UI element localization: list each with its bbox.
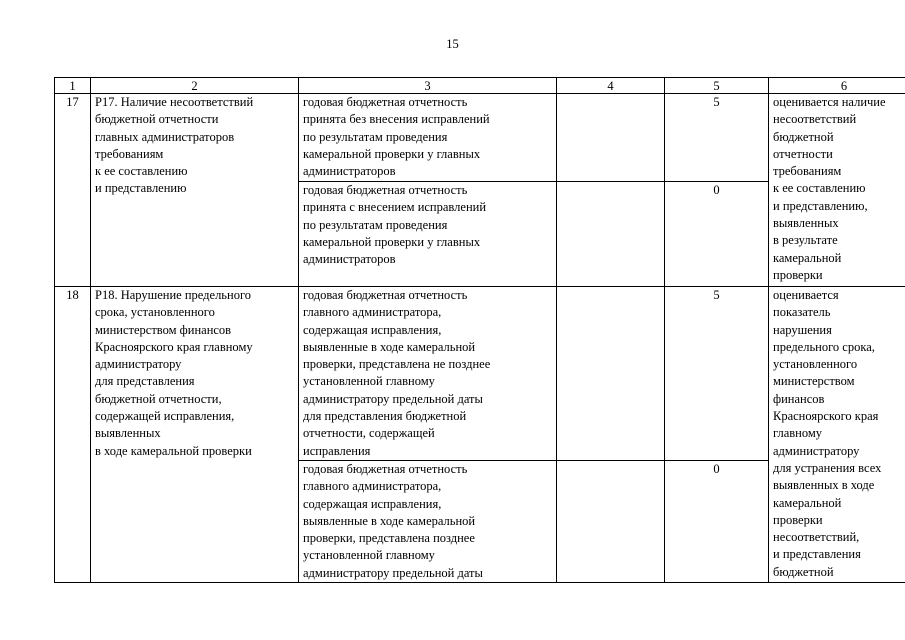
column-header: 1 [55, 78, 91, 94]
criterion-cell: годовая бюджетная отчетность принята с внесением исправлений по результатам проведения камеральной проверки у главных администраторов [299, 182, 557, 287]
empty-cell [557, 461, 665, 583]
score-cell: 5 [665, 94, 769, 182]
comment-cell: оценивается показатель нарушения предельного срока, установленного министерством финансов Красноярского края главному администратору для устранения всех выявленных в ходе камеральной проверки несоответствий, и представления бюджетной [769, 287, 905, 583]
empty-cell [557, 182, 665, 287]
column-header: 5 [665, 78, 769, 94]
page-number: 15 [446, 37, 459, 51]
criteria-table [54, 77, 905, 583]
score-cell: 0 [665, 461, 769, 583]
empty-cell [557, 94, 665, 182]
column-header: 4 [557, 78, 665, 94]
table-row [55, 94, 905, 182]
indicator-cell: Р17. Наличие несоответствий бюджетной отчетности главных администраторов требованиям к ее составлению и представлению [91, 94, 299, 287]
score-cell: 5 [665, 287, 769, 461]
indicator-cell: Р18. Нарушение предельного срока, установленного министерством финансов Красноярского края главному администратору для представления бюджетной отчетности, содержащей исправления, выявленных в ходе камеральной проверки [91, 287, 299, 583]
column-header: 3 [299, 78, 557, 94]
column-number-row [55, 78, 905, 94]
row-number: 18 [55, 287, 91, 583]
comment-cell: оценивается наличие несоответствий бюджетной отчетности требованиям к ее составлению и представлению, выявленных в результате камеральной проверки [769, 94, 905, 287]
criterion-cell: годовая бюджетная отчетность принята без внесения исправлений по результатам проведения камеральной проверки у главных администраторов [299, 94, 557, 182]
row-number: 17 [55, 94, 91, 287]
column-header: 2 [91, 78, 299, 94]
score-cell: 0 [665, 182, 769, 287]
criterion-cell: годовая бюджетная отчетность главного администратора, содержащая исправления, выявленные в ходе камеральной проверки, представлена позднее установленной главному администратору предельной даты [299, 461, 557, 583]
empty-cell [557, 287, 665, 461]
criterion-cell: годовая бюджетная отчетность главного администратора, содержащая исправления, выявленные в ходе камеральной проверки, представлена не позднее установленной главному администратору предельной даты для представления бюджетной отчетности, содержащей исправления [299, 287, 557, 461]
table-row [55, 287, 905, 461]
column-header: 6 [769, 78, 905, 94]
